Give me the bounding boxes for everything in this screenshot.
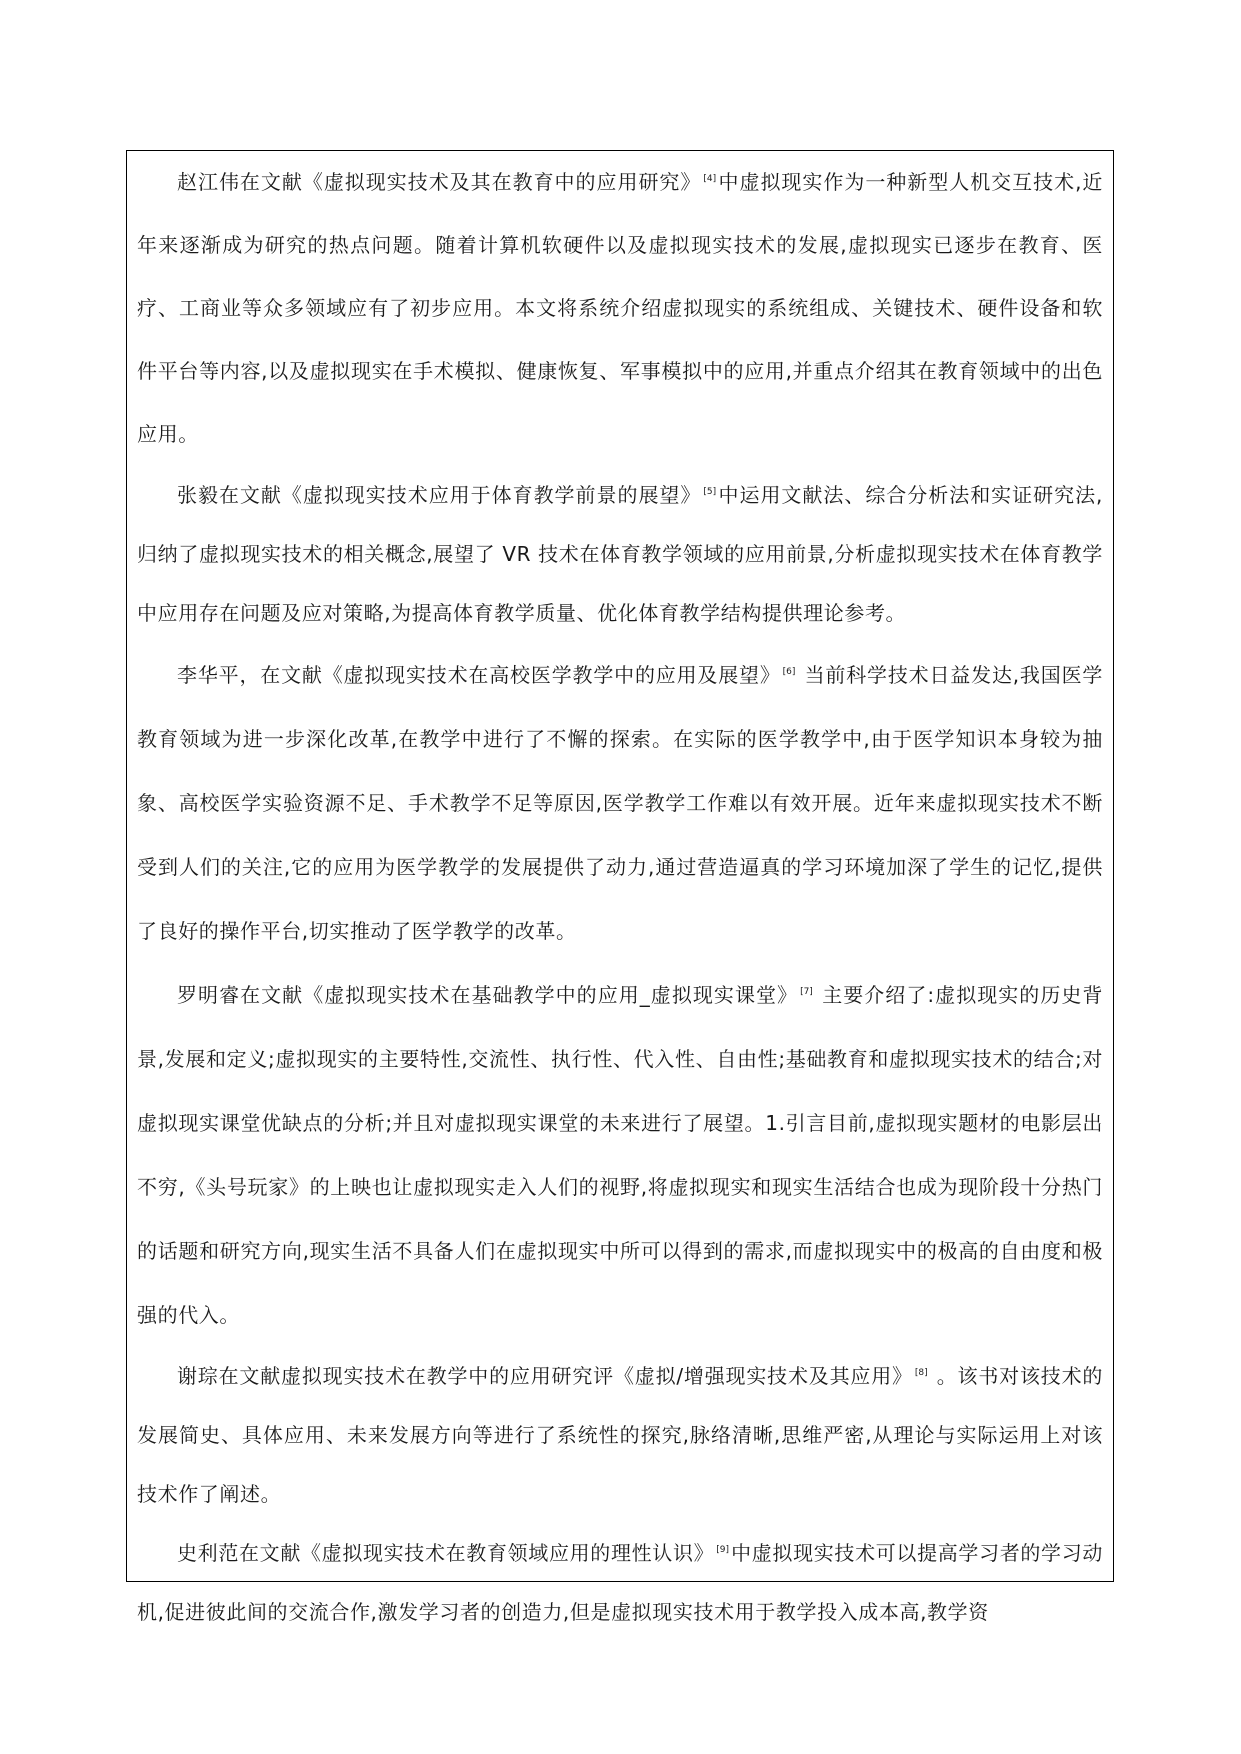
- paragraph-4-text-cont: 主要介绍了:虚拟现实的历史背景,发展和定义;虚拟现实的主要特性,交流性、执行性、代入性、自由性;基础教育和虚拟现实技术的结合;对虚拟现实课堂优缺点的分析;并且对虚拟现实课堂的未来进行了展望。1.引言目前,虚拟现实题材的电影层出不穷,《头号玩家》的上映也让虚拟现实走入人们的视野,将虚拟现实和现实生活结合也成为现阶段十分热门的话题和研究方向,现实生活不具备人们在虚拟现实中所可以得到的需求,而虚拟现实中的极高的自由度和极强的代入。: [137, 983, 1103, 1327]
- paragraph-5: [137, 1347, 1103, 1524]
- paragraph-5-text-cont: 。该书对该技术的发展简史、具体应用、未来发展方向等进行了系统性的探究,脉络清晰,思维严密,从理论与实际运用上对该技术作了阐述。: [137, 1364, 1103, 1506]
- paragraph-3: [137, 643, 1103, 963]
- paragraph-4: [137, 963, 1103, 1347]
- paragraph-6: [137, 1524, 1103, 1642]
- paragraph-1-text: 赵江伟在文献《虚拟现实技术及其在教育中的应用研究》: [177, 170, 702, 194]
- paragraph-5-text: 谢琮在文献虚拟现实技术在教学中的应用研究评《虚拟/增强现实技术及其应用》: [177, 1364, 913, 1388]
- paragraph-1-text-cont: 中虚拟现实作为一种新型人机交互技术,近年来逐渐成为研究的热点问题。随着计算机软硬件以及虚拟现实技术的发展,虚拟现实已逐步在教育、医疗、工商业等众多领域应有了初步应用。本文将系统介绍虚拟现实的系统组成、关键技术、硬件设备和软件平台等内容,以及虚拟现实在手术模拟、健康恢复、军事模拟中的应用,并重点介绍其在教育领域中的出色应用。: [137, 170, 1104, 446]
- paragraph-6-text-cont: 中虚拟现实技术可以提高学习者的学习动机,促进彼此间的交流合作,激发学习者的创造力,但是虚拟现实技术用于教学投入成本高,教学资: [137, 1541, 1103, 1624]
- paragraph-2-text-cont: 中运用文献法、综合分析法和实证研究法,归纳了虚拟现实技术的相关概念,展望了 VR 技术在体育教学领域的应用前景,分析虚拟现实技术在体育教学中应用存在问题及应对策略,为提高体育教学质量、优化体育教学结构提供理论参考。: [137, 483, 1104, 625]
- citation-5: [5]: [703, 487, 717, 497]
- paragraph-6-text: 史利范在文献《虚拟现实技术在教育领域应用的理性认识》: [177, 1541, 715, 1565]
- citation-6: [6]: [782, 667, 796, 677]
- paragraph-1: [137, 151, 1103, 466]
- paragraph-3-text-cont: 当前科学技术日益发达,我国医学教育领域为进一步深化改革,在教学中进行了不懈的探索。在实际的医学教学中,由于医学知识本身较为抽象、高校医学实验资源不足、手术教学不足等原因,医学教学工作难以有效开展。近年来虚拟现实技术不断受到人们的关注,它的应用为医学教学的发展提供了动力,通过营造逼真的学习环境加深了学生的记忆,提供了良好的操作平台,切实推动了医学教学的改革。: [137, 663, 1103, 943]
- citation-9: [9]: [716, 1545, 730, 1555]
- document-body: [137, 151, 1103, 1642]
- paragraph-4-text: 罗明睿在文献《虚拟现实技术在基础教学中的应用_虚拟现实课堂》: [177, 983, 799, 1007]
- paragraph-3-text: 李华平，在文献《虚拟现实技术在高校医学教学中的应用及展望》: [177, 663, 781, 687]
- citation-8: [8]: [914, 1368, 928, 1378]
- citation-7: [7]: [800, 987, 813, 997]
- page-frame: [126, 150, 1114, 1624]
- paragraph-2: [137, 466, 1103, 643]
- paragraph-2-text: 张毅在文献《虚拟现实技术应用于体育教学前景的展望》: [177, 483, 702, 507]
- citation-4: [4]: [703, 174, 717, 184]
